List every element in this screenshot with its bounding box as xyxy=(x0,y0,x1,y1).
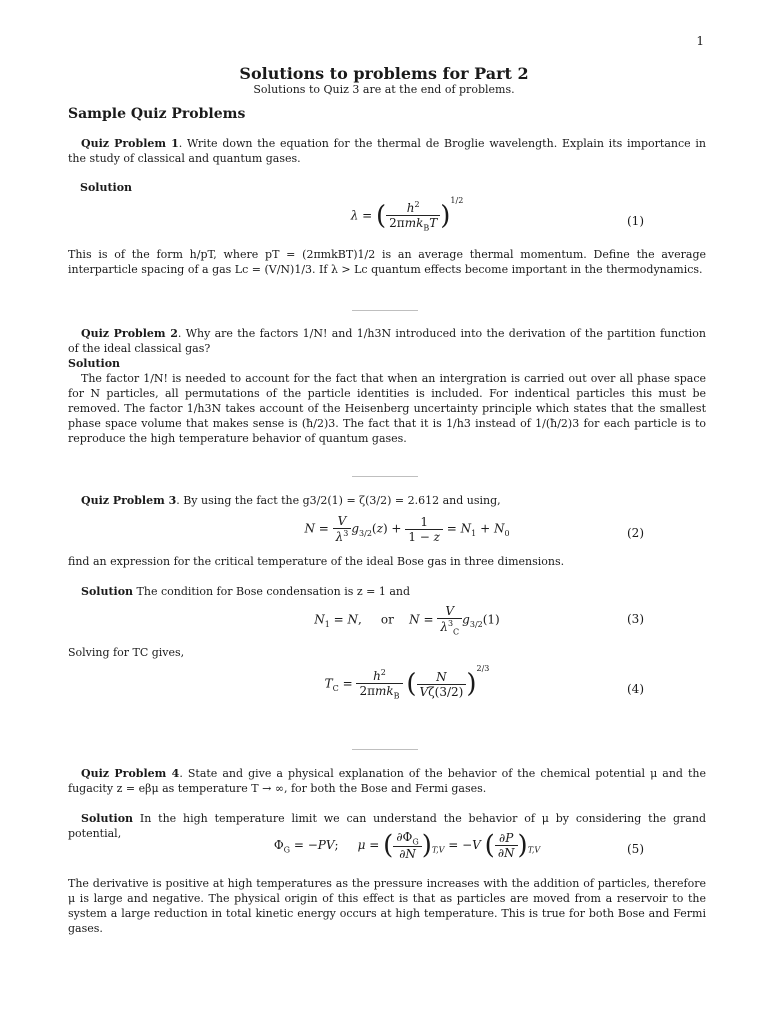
eq3-number: (3) xyxy=(627,612,644,626)
equation-4: $T_C$ = $\frac{h^2}{2\pi mk_B}$ ( $\frac{N}{V\zeta(3/2)}$ )$^{2/3}$ (4) xyxy=(324,663,644,701)
eq2-number: (2) xyxy=(627,526,644,540)
q4-solution-label: Solution xyxy=(81,812,134,825)
q1-statement xyxy=(68,136,706,166)
q2-statement xyxy=(68,326,706,356)
eq1-number: (1) xyxy=(627,214,644,228)
page-number: 1 xyxy=(696,34,704,48)
q1-text: . Write down the equation for the thermal de Broglie wavelength. Explain its importance in the study of classical and quantum gases. xyxy=(68,137,707,165)
q3-after-eq2: find an expression for the critical temperature of the ideal Bose gas in three dimensions. xyxy=(68,555,565,568)
equation-1: λ = ( $\frac{h^2}{2\pi mk_BT}$ )$^{1/2}$ (1) xyxy=(350,195,644,233)
page-subtitle: Solutions to Quiz 3 are at the end of problems. xyxy=(253,83,515,96)
q1-solution-label: Solution xyxy=(80,181,133,194)
q1-label: Quiz Problem 1 xyxy=(81,137,179,150)
q4-after: The derivative is positive at high temperatures as the pressure increases with the addition of particles, therefore μ is large and negative. The physical origin of this effect is that as particles are moved from a reservoir to the system a large reduction in total kinetic energy occurs at high temperature. This is true for both Bose and Fermi gases. xyxy=(68,877,706,935)
q3-solving: Solving for TC gives, xyxy=(68,646,185,659)
q3-solution-label: Solution xyxy=(81,585,134,598)
q3-label: Quiz Problem 3 xyxy=(81,494,177,507)
equation-5: $\Phi_G = -PV$; μ = ( $\frac{\partial\Phi_G}{\partial N}$ )$_{T,V} = -V$ ( $\frac{\partial P}{\partial N}$ )$_{T,V}$ (5) xyxy=(273,830,644,862)
eq5-number: (5) xyxy=(627,842,644,856)
q4-label: Quiz Problem 4 xyxy=(81,767,180,780)
eq4-number: (4) xyxy=(627,682,644,696)
q3-text: . By using the fact the g3/2(1) = ζ(3/2) = 2.612 and using, xyxy=(176,494,501,507)
q4-text: . State and give a physical explanation of the behavior of the chemical potential μ and the fugacity z = eβμ as temperature T → ∞, for both the Bose and Fermi gases. xyxy=(68,767,706,795)
q2-solution-text: The factor 1/N! is needed to account for the fact that when an intergration is carried out over all phase space for N particles, all permutations of the particle identities is included. For indentical particles this must be removed. The factor 1/h3N takes account of the Heisenberg uncertainty principle which states that the smallest phase space volume that makes sense is (ħ/2)3. The fact that it is 1/h3 instead of 1/(ħ/2)3 for each particle is to reproduce the high temperature behavior of quantum gases. xyxy=(68,372,706,445)
q2-label: Quiz Problem 2 xyxy=(81,327,178,340)
separator xyxy=(352,476,418,477)
q2-solution-label: Solution xyxy=(68,357,121,370)
section-heading: Sample Quiz Problems xyxy=(68,106,246,122)
q3-statement xyxy=(68,493,706,508)
q3-solution xyxy=(68,584,706,599)
q2-text: . Why are the factors 1/N! and 1/h3N introduced into the derivation of the partition function of the ideal classical gas? xyxy=(68,327,706,355)
separator xyxy=(352,310,418,311)
q2-solution xyxy=(68,356,706,446)
q4-statement xyxy=(68,766,706,796)
page-title: Solutions to problems for Part 2 xyxy=(239,64,529,83)
q3-solution-text: The condition for Bose condensation is z = 1 and xyxy=(133,585,411,598)
q4-solution-text: In the high temperature limit we can understand the behavior of μ by considering the grand potential, xyxy=(68,812,706,840)
q1-after: This is of the form h/pT, where pT = (2πmkBT)1/2 is an average thermal momentum. Define the average interparticle spacing of a gas Lc = (V/N)1/3. If λ > Lc quantum effects become important in the thermodynamics. xyxy=(68,248,706,276)
equation-3: $N_1 = N$, or N = $\frac{V}{\lambda^3_C}$ $g_{3/2}(1)$ (3) xyxy=(314,604,644,637)
equation-2: N = $\frac{V}{\lambda^3}$ $g_{3/2}(z)$ + $\frac{1}{1 - z}$ = $N_1 + N_0$ (2) xyxy=(304,514,644,544)
separator xyxy=(352,749,418,750)
